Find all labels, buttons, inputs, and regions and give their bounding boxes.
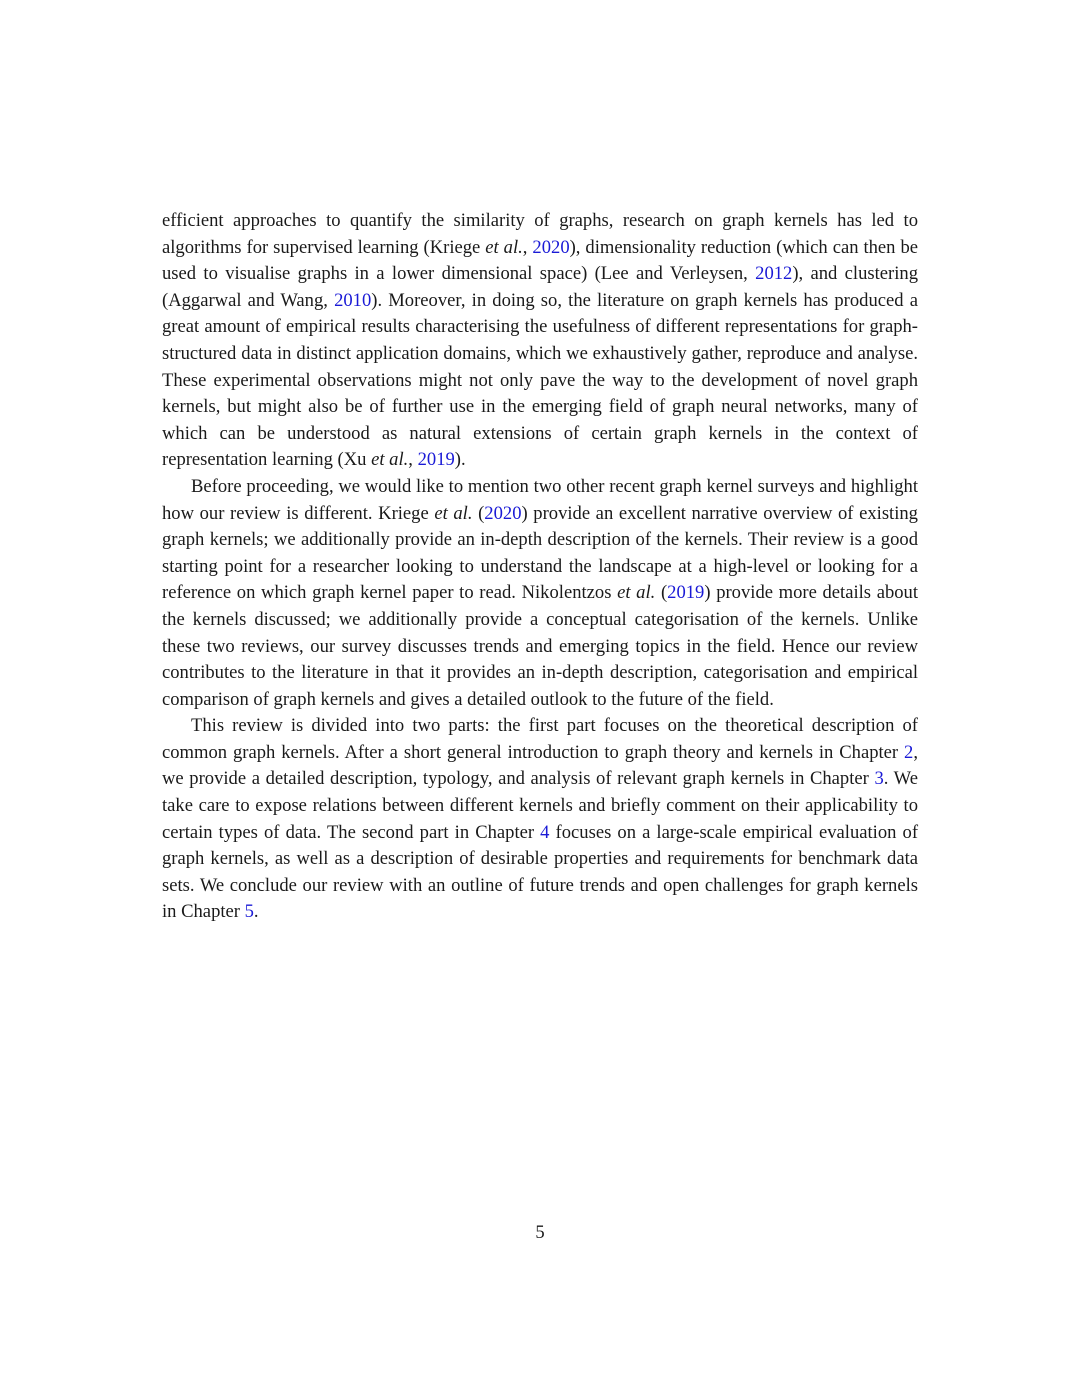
et-al-italic: et al. [434,502,473,524]
body-text [162,208,918,926]
text-run: ( [655,582,668,604]
text-run: ) provide more details about the kernels discussed; we additionally provide a conceptual categorisation of the kernels. Unlike these two reviews, our survey discusses trends and emerging topics in the field. Hence our review contributes to the literature in that it provides an in-depth description, categorisation and empirical comparison of graph kernels and gives a detailed outlook to the future of the field. [162,582,918,710]
et-al-italic: et al. [371,449,409,471]
citation-link-aggarwal-2010[interactable]: 2010 [334,289,372,311]
et-al-italic: et al. [617,582,656,604]
text-run: ). [454,449,466,471]
text-run: . We take care to expose relations between different kernels and briefly comment on their applicability to certain types of data. The second part in Chapter [162,768,918,843]
text-run: focuses on a large-scale empirical evaluation of graph kernels, as well as a description of desirable properties and requirements for benchmark data sets. We conclude our review with an outline of future trends and open challenges for graph kernels in Chapter [162,821,919,923]
page-number: 5 [535,1222,545,1243]
chapter-link-5[interactable]: 5 [244,901,254,923]
text-run: efficient approaches to quantify the similarity of graphs, research on graph kernels has led to algorithms for supervised learning (Kriege [162,210,918,258]
et-al-italic: et al. [485,236,523,258]
text-run: . [253,901,259,923]
chapter-link-2[interactable]: 2 [904,741,914,763]
citation-link-kriege-2020[interactable]: 2020 [532,236,570,258]
text-run: ), and clustering (Aggarwal and Wang, [162,263,919,311]
citation-link-xu-2019[interactable]: 2019 [417,449,455,471]
text-run: , [408,449,418,471]
citation-link-kriege-2020[interactable]: 2020 [484,502,522,524]
chapter-link-3[interactable]: 3 [874,768,884,790]
citation-link-lee-2012[interactable]: 2012 [755,263,793,285]
text-run: ( [472,502,485,524]
text-run: ), dimensionality reduction (which can then be used to visualise graphs in a lower dimensional space) (Lee and Verleysen, [162,236,918,285]
text-run: This review is divided into two parts: the first part focuses on the theoretical description of common graph kernels. After a short general introduction to graph theory and kernels in Chapter [162,715,918,763]
text-run: Before proceeding, we would like to mention two other recent graph kernel surveys and highlight how our review is different. Kriege [162,475,918,524]
paragraph-3 [162,713,918,926]
chapter-link-4[interactable]: 4 [540,821,550,843]
text-run: ). Moreover, in doing so, the literature on graph kernels has produced a great amount of empirical results characterising the usefulness of different representations for graph-structured data in distinct application domains, which we exhaustively gather, reproduce and analyse. These experimental observations might not only pave the way to the development of novel graph kernels, but might also be of further use in the emerging field of graph neural networks, many of which can be understood as natural extensions of certain graph kernels in the context of representation learning (Xu [162,289,918,471]
paragraph-2 [162,474,918,713]
citation-link-nikolentzos-2019[interactable]: 2019 [667,582,705,604]
text-run: , [522,236,533,258]
text-run: ) provide an excellent narrative overview of existing graph kernels; we additionally provide an in-depth description of the kernels. Their review is a good starting point for a researcher looking to understand the landscape at a high-level or looking for a reference on which graph kernel paper to read. Nikolentzos [162,502,918,604]
paragraph-1 [162,208,918,474]
text-run: , we provide a detailed description, typology, and analysis of relevant graph kernels in Chapter [162,741,918,790]
